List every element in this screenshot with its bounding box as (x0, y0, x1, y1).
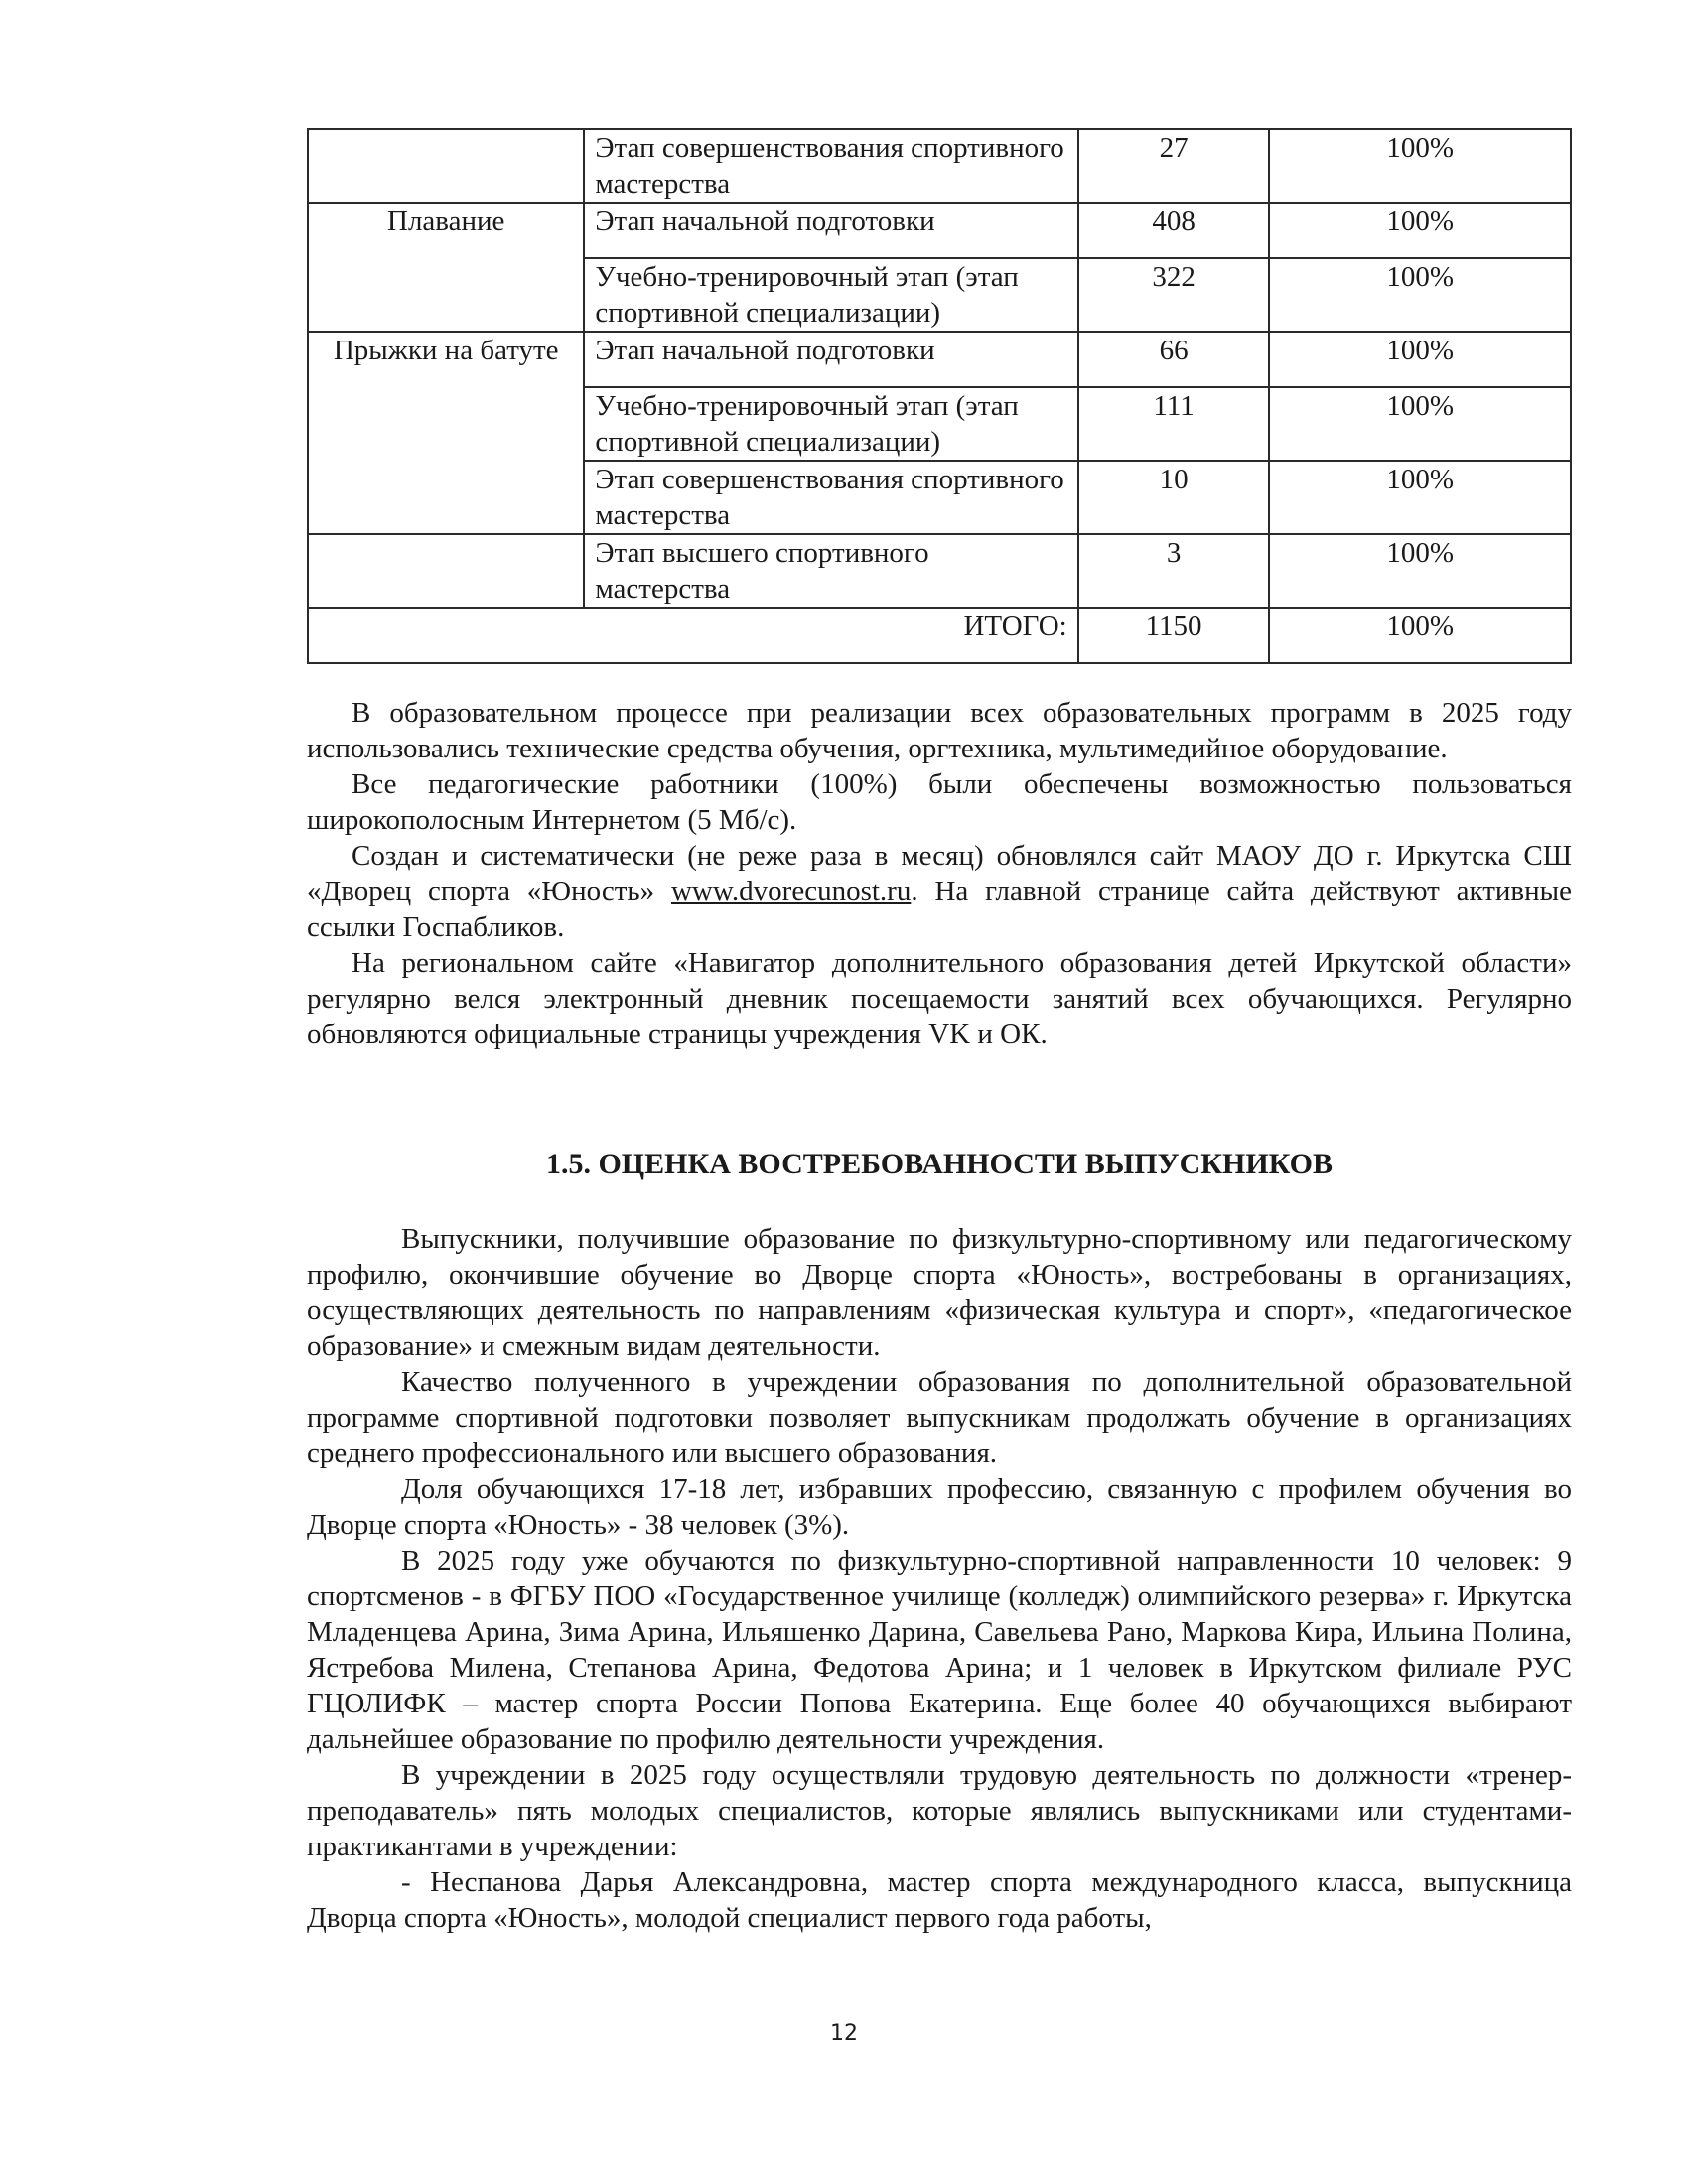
stage-cell: Этап совершенствования спортивного мастерства (584, 461, 1077, 534)
paragraph: В образовательном процессе при реализации всех образовательных программ в 2025 году использовались технические средства обучения, оргтехника, мультимедийное оборудование. (307, 697, 1572, 764)
stage-cell: Этап совершенствования спортивного мастерства (584, 129, 1077, 203)
count-cell: 27 (1078, 129, 1270, 203)
paragraph: В учреждении в 2025 году осуществляли трудовую деятельность по должности «тренер-преподаватель» пять молодых специалистов, которые являлись выпускниками или студентами-практикантами в учреждении: (307, 1759, 1572, 1862)
count-cell: 66 (1078, 332, 1270, 387)
count-cell: 10 (1078, 461, 1270, 534)
table-row (308, 387, 1571, 461)
sport-cell (308, 461, 584, 534)
count-cell: 111 (1078, 387, 1270, 461)
text-span: Создан и систематически (не реже раза в месяц) обновлялся сайт МАОУ ДО г. Иркутска СШ «Дворец спорта «Юность» (307, 840, 1572, 907)
sport-cell (308, 129, 584, 203)
count-cell: 3 (1078, 534, 1270, 608)
table-row (308, 129, 1571, 203)
total-count: 1150 (1078, 608, 1270, 663)
paragraph: В 2025 году уже обучаются по физкультурно-спортивной направленности 10 человек: 9 спортсменов - в ФГБУ ПОО «Государственное училище (колледж) олимпийского резерва» г. Иркутска Младенцева Арина, Зима Арина, Ильяшенко Дарина, Савельева Рано, Маркова Кира, Ильина Полина, Ястребова Милена, Степанова Арина, Федотова Арина; и 1 человек в Иркутском филиале РУС ГЦОЛИФК – мастер спорта России Попова Екатерина. Еще более 40 обучающихся выбирают дальнейшее образование по профилю деятельности учреждения. (307, 1545, 1572, 1755)
table-row (308, 332, 1571, 387)
table-row (308, 258, 1571, 332)
paragraph: На региональном сайте «Навигатор дополнительного образования детей Иркутской области» регулярно велся электронный дневник посещаемости занятий всех обучающихся. Регулярно обновляются официальные страницы учреждения VK и ОК. (307, 947, 1572, 1050)
paragraph: Все педагогические работники (100%) были обеспечены возможностью пользоваться широкополосным Интернетом (5 Мб/с). (307, 768, 1572, 836)
website-link[interactable]: www.dvorecunost.ru (670, 876, 912, 907)
paragraph: Доля обучающихся 17-18 лет, избравших профессию, связанную с профилем обучения во Дворце спорта «Юность» - 38 человек (3%). (307, 1473, 1572, 1541)
athletes-table (307, 128, 1572, 664)
stage-cell: Этап начальной подготовки (584, 203, 1077, 258)
total-label: ИТОГО: (308, 608, 1078, 663)
stage-cell: Учебно-тренировочный этап (этап спортивной специализации) (584, 387, 1077, 461)
percent-cell: 100% (1269, 461, 1571, 534)
table-row (308, 534, 1571, 608)
paragraph: Качество полученного в учреждении образования по дополнительной образовательной программе спортивной подготовки позволяет выпускникам продолжать обучение в организациях среднего профессионального или высшего образования. (307, 1366, 1572, 1469)
table-total-row (308, 608, 1571, 663)
percent-cell: 100% (1269, 387, 1571, 461)
technical-support-text (307, 695, 1572, 1052)
section-heading: 1.5. ОЦЕНКА ВОСТРЕБОВАННОСТИ ВЫПУСКНИКОВ (545, 1148, 1334, 1180)
sport-cell (308, 387, 584, 461)
page-number: 12 (830, 2021, 858, 2046)
text-span: . На главной странице сайта действуют активные ссылки Госпабликов. (307, 876, 1572, 943)
table-row (308, 203, 1571, 258)
sport-cell: Плавание (308, 203, 584, 258)
stage-cell: Учебно-тренировочный этап (этап спортивной специализации) (584, 258, 1077, 332)
stage-cell: Этап начальной подготовки (584, 332, 1077, 387)
sport-cell: Прыжки на батуте (308, 332, 584, 387)
paragraph: Выпускники, получившие образование по физкультурно-спортивному или педагогическому профилю, окончившие обучение во Дворце спорта «Юность», востребованы в организациях, осуществляющих деятельность по направлениям «физическая культура и спорт», «педагогическое образование» и смежным видам деятельности. (307, 1223, 1572, 1362)
sport-cell (308, 534, 584, 608)
total-percent: 100% (1269, 608, 1571, 663)
percent-cell: 100% (1269, 129, 1571, 203)
count-cell: 408 (1078, 203, 1270, 258)
count-cell: 322 (1078, 258, 1270, 332)
list-item: - Неспанова Дарья Александровна, мастер спорта международного класса, выпускница Дворца спорта «Юность», молодой специалист первого года работы, (307, 1866, 1572, 1934)
percent-cell: 100% (1269, 332, 1571, 387)
sport-cell (308, 258, 584, 332)
percent-cell: 100% (1269, 534, 1571, 608)
graduates-text (307, 1221, 1572, 1936)
table-row (308, 461, 1571, 534)
paragraph (307, 838, 1572, 945)
percent-cell: 100% (1269, 203, 1571, 258)
percent-cell: 100% (1269, 258, 1571, 332)
stage-cell: Этап высшего спортивного мастерства (584, 534, 1077, 608)
